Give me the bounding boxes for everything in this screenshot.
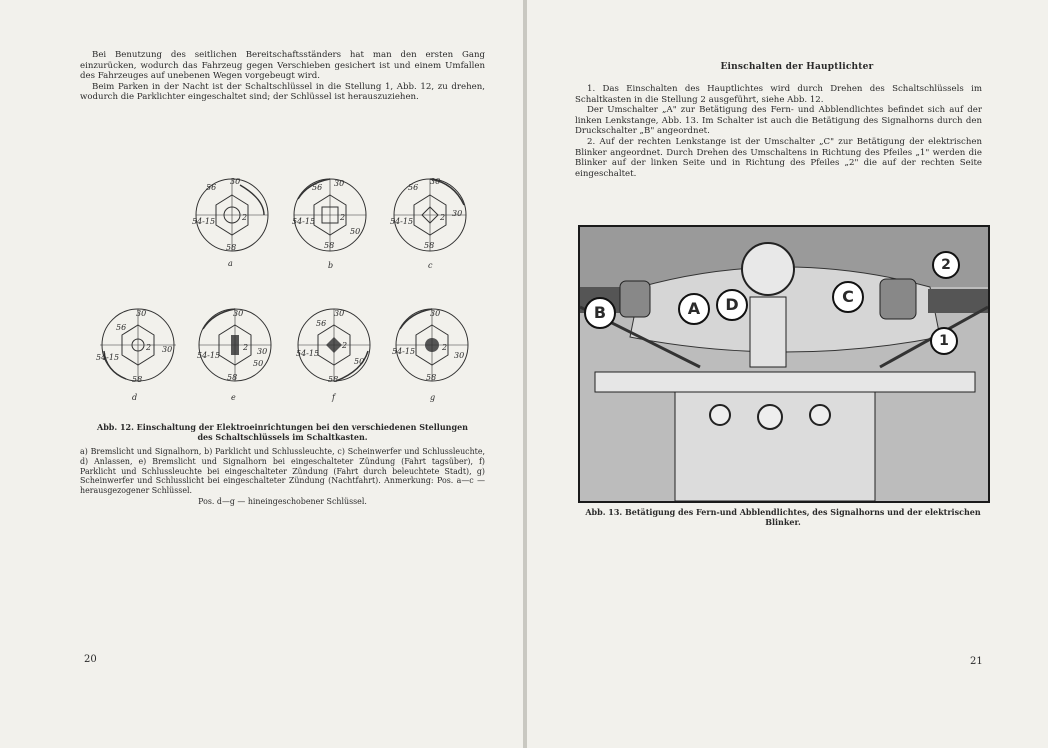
figure-13-caption-line-1: Abb. 13. Betätigung des Fern-und Abblendlichtes, des Signalhorns und der elektrischen (585, 507, 981, 517)
switch-diagram-a (190, 175, 274, 268)
diagram-g-label-1: 30 (430, 309, 441, 318)
switch-diagram-d (96, 305, 180, 402)
diagram-e-label-4: 58 (227, 373, 238, 382)
diagram-c-label-6: 30 (452, 209, 463, 218)
diagram-f-label-5: 58 (328, 375, 339, 384)
diagram-d-label-4: 2 (146, 343, 152, 352)
photo-marker-c: C (832, 281, 864, 313)
diagram-a-label-4: 2 (242, 213, 248, 222)
switch-diagram-c (388, 175, 472, 270)
diagram-g-label-3: 2 (442, 343, 448, 352)
right-paragraph-3: 2. Auf der rechten Lenkstange ist der Umschalter „C" zur Betätigung der elektrischen Blinker angeordnet. Durch Drehen des Umschaltens in Richtung des Pfeiles „1" werden die Blinker auf der linken Seite und in Richtung des Pfeiles „2" die auf der rechten Seite eingeschaltet. (575, 136, 982, 179)
figure-12-caption-title (80, 422, 485, 442)
diagram-e-label-1: 30 (233, 309, 244, 318)
diagram-f-label-1: 56 (316, 319, 327, 328)
diagram-f-letter: f (332, 393, 335, 402)
switch-diagram-b (288, 175, 372, 270)
figure-13-caption-line-2: Blinker. (765, 517, 801, 527)
photo-marker-2: 2 (932, 251, 960, 279)
diagram-b-label-2: 30 (334, 179, 345, 188)
diagram-a-label-2: 30 (230, 177, 241, 186)
diagram-b-label-5: 58 (324, 241, 335, 250)
diagram-f-label-4: 2 (342, 341, 348, 350)
diagram-g-label-5: 30 (454, 351, 465, 360)
left-paragraph-1: Bei Benutzung des seitlichen Bereitschaftsständers hat man den ersten Gang einzurücken, wodurch das Fahrzeug gegen Verschieben gesichert ist und einem Umfallen des Fahrzeuges auf unebenen Wegen vorgebeugt wird. (80, 50, 485, 82)
page-number-left: 20 (84, 654, 97, 665)
diagram-b-label-6: 50 (350, 227, 361, 236)
figure-12-caption-line-1: Abb. 12. Einschaltung der Elektroeinrichtungen bei den verschiedenen Stellungen (97, 422, 468, 432)
photo-marker-a: A (678, 293, 710, 325)
diagram-d-label-1: 56 (116, 323, 127, 332)
switch-diagram-e (193, 305, 277, 402)
switch-diagram-g (390, 305, 474, 402)
diagram-e-label-2: 54-15 (197, 351, 221, 360)
diagram-f-label-3: 54-15 (296, 349, 320, 358)
diagram-g-label-4: 58 (426, 373, 437, 382)
diagram-g-label-2: 54-15 (392, 347, 416, 356)
left-page (0, 0, 523, 748)
diagram-a-label-1: 56 (206, 183, 217, 192)
diagram-c-label-1: 56 (408, 183, 419, 192)
figure-13-photo (578, 225, 990, 503)
diagram-d-label-5: 58 (132, 375, 143, 384)
left-paragraph-2: Beim Parken in der Nacht ist der Schaltschlüssel in die Stellung 1, Abb. 12, zu drehen, wodurch die Parklichter eingeschaltet sind; der Schlüssel ist herauszuziehen. (80, 81, 485, 103)
left-text-block (80, 50, 485, 103)
diagram-b-letter: b (328, 261, 334, 270)
diagram-b-label-3: 54-15 (292, 217, 316, 226)
diagram-a-letter: a (228, 259, 233, 268)
handlebar-photo-illustration (580, 227, 988, 501)
section-heading: Einschalten der Hauptlichter (720, 62, 874, 72)
figure-13-caption (578, 507, 988, 527)
photo-marker-d: D (716, 289, 748, 321)
photo-marker-b: B (584, 297, 616, 329)
diagram-e-label-3: 2 (243, 343, 249, 352)
figure-12-caption-body: a) Bremslicht und Signalhorn, b) Parklicht und Schlussleuchte, c) Scheinwerfer und Schlussleuchte, d) Anlassen, e) Bremslicht und Signalhorn bei eingeschalteter Zündung (Fahrt tagsüber), f) Parklicht und Schlussleuchte bei eingeschalteter Zündung (Fahrt durch beleuchtete Stadt), g) Scheinwerfer und Schlusslicht bei eingeschalteter Zündung (Nachtfahrt). Anmerkung: Pos. a—c — herausgezogener Schlüssel. (80, 447, 485, 496)
diagram-c-label-3: 54-15 (390, 217, 414, 226)
diagram-a-label-3: 54-15 (192, 217, 216, 226)
right-paragraph-1: 1. Das Einschalten des Hauptlichtes wird durch Drehen des Schaltschlüssels im Schaltkasten in die Stellung 2 ausgeführt, siehe Abb. 12. (575, 84, 982, 105)
diagram-c-label-2: 30 (430, 177, 441, 186)
diagram-e-label-5: 50 (253, 359, 264, 368)
diagram-b-label-4: 2 (340, 213, 346, 222)
photo-marker-1: 1 (930, 327, 958, 355)
diagram-a-label-5: 58 (226, 243, 237, 252)
diagram-e-letter: e (231, 393, 236, 402)
diagram-d-letter: d (132, 393, 138, 402)
diagram-c-label-5: 58 (424, 241, 435, 250)
diagram-c-label-4: 2 (440, 213, 446, 222)
page-number-right: 21 (970, 656, 983, 667)
diagram-e-label-6: 30 (257, 347, 268, 356)
switch-diagram-f (292, 305, 376, 402)
right-paragraph-2: Der Umschalter „A" zur Betätigung des Fern- und Abblendlichtes befindet sich auf der linken Lenkstange, Abb. 13. Im Schalter ist auch die Betätigung des Signalhorns durch den Druckschalter „B" angeordnet. (575, 105, 982, 137)
diagram-c-letter: c (428, 261, 433, 270)
diagram-b-label-1: 56 (312, 183, 323, 192)
diagram-g-letter: g (430, 393, 436, 402)
diagram-f-label-6: 50 (354, 357, 365, 366)
diagram-d-label-2: 30 (136, 309, 147, 318)
right-text-block (575, 84, 982, 179)
figure-12-caption-last-line: Pos. d—g — hineingeschobener Schlüssel. (198, 497, 367, 506)
diagram-f-label-2: 30 (334, 309, 345, 318)
diagram-d-label-6: 30 (162, 345, 173, 354)
diagram-d-label-3: 54-15 (96, 353, 120, 362)
figure-12-caption-line-2: des Schaltschlüssels im Schaltkasten. (197, 432, 368, 442)
